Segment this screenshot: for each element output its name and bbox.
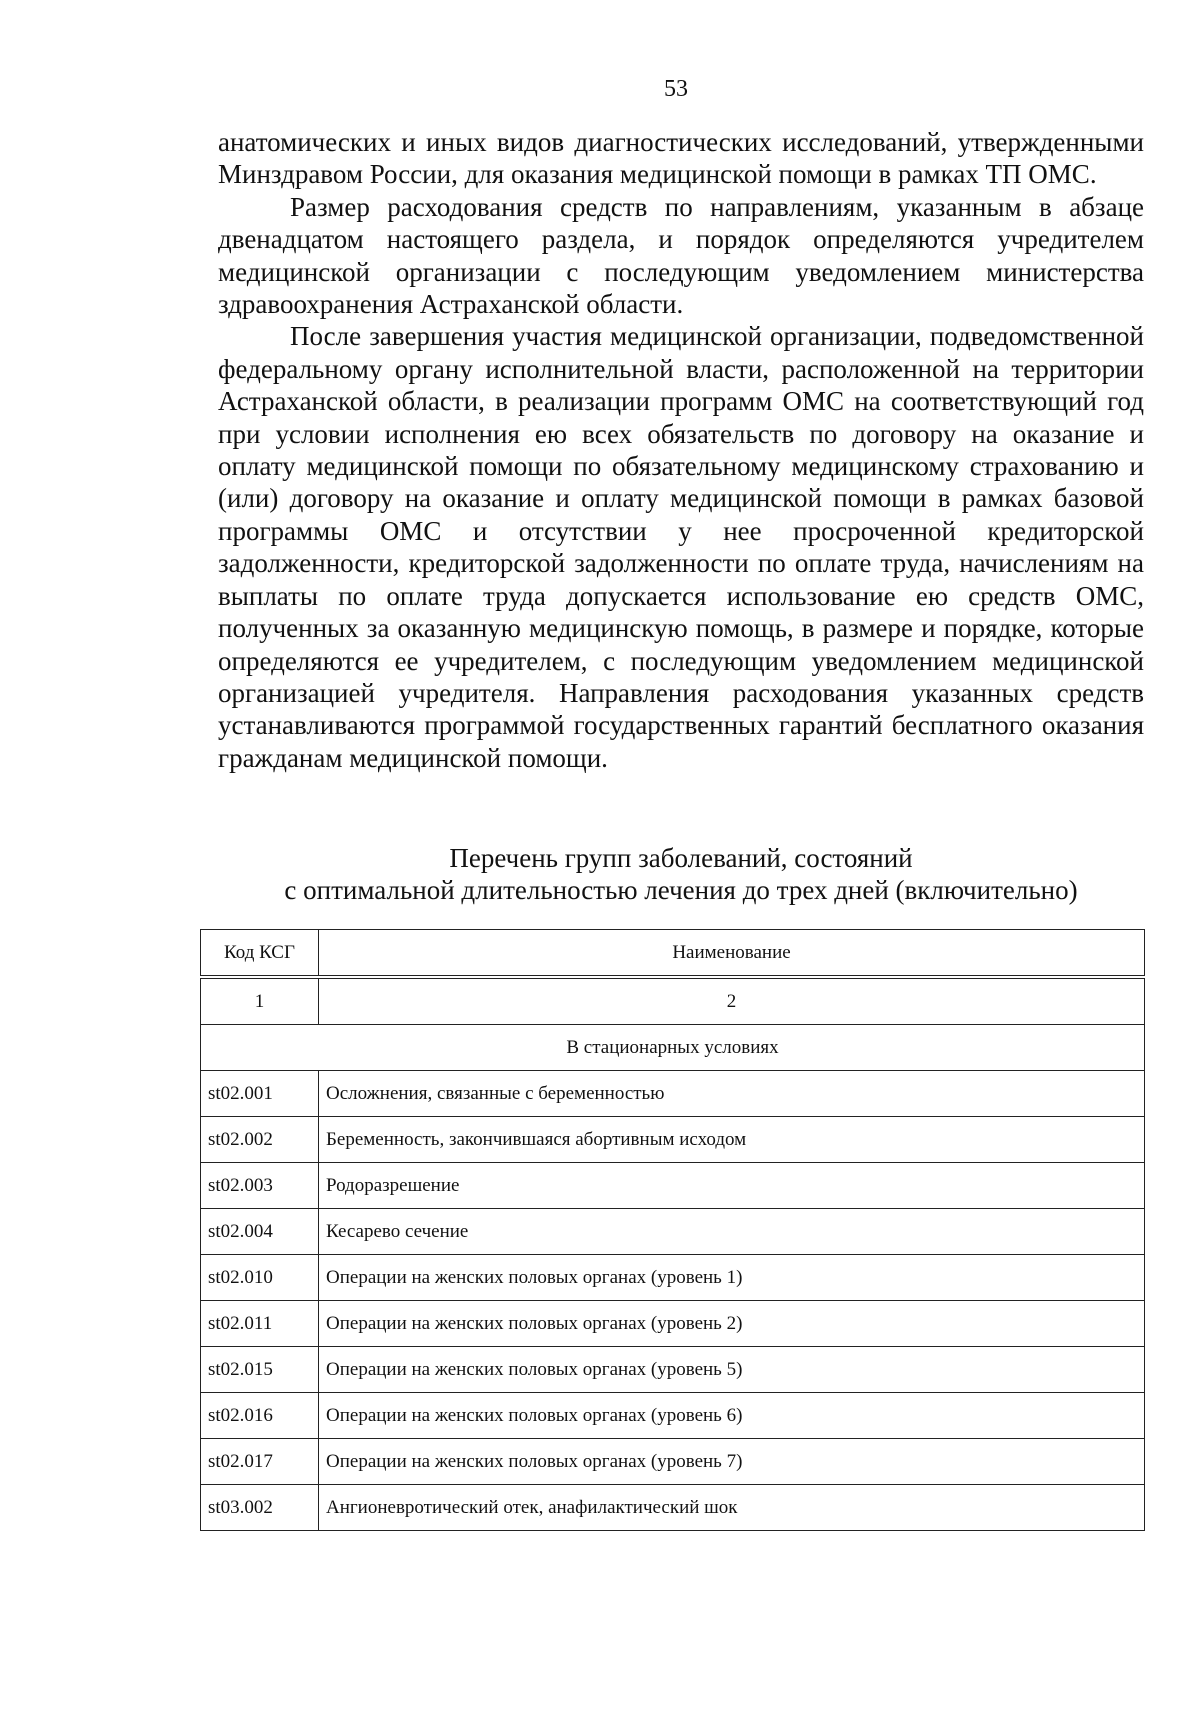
table-row [201, 1347, 1145, 1393]
paragraph-after-participation: После завершения участия медицинской организации, подведомственной федеральному органу исполнительной власти, расположенной на территории Астраханской области, в реализации программ ОМС на соответствующий год при условии исполнения ею всех обязательств по договору на оказание и оплату медицинской помощи по обязательному медицинскому страхованию и (или) договору на оказание и оплату медицинской помощи в рамках базовой программы ОМС и отсутствии у нее просроченной кредиторской задолженности, кредиторской задолженности по оплате труда, начислениям на выплаты по оплате труда допускается использование ею средств ОМС, полученных за оказанную медицинскую помощь, в размере и порядке, которые определяются ее учредителем, с последующим уведомлением медицинской организацией учредителя. Направления расходования указанных средств устанавливаются программой государственных гарантий бесплатного оказания гражданам медицинской помощи. [218, 321, 1144, 773]
paragraph-continuation: анатомических и иных видов диагностических исследований, утвержденными Минздравом России, для оказания медицинской помощи в рамках ТП ОМС. [218, 127, 1144, 190]
ksg-name-cell: Операции на женских половых органах (уровень 7) [319, 1439, 1145, 1485]
ksg-code-cell: st02.010 [201, 1255, 319, 1301]
ksg-name-cell: Операции на женских половых органах (уровень 1) [319, 1255, 1145, 1301]
ksg-name-cell: Операции на женских половых органах (уровень 6) [319, 1393, 1145, 1439]
page-number: 53 [664, 76, 688, 102]
table-row [201, 1485, 1145, 1531]
ksg-name-cell: Осложнения, связанные с беременностью [319, 1071, 1145, 1117]
table-row [201, 1209, 1145, 1255]
table-row [201, 1163, 1145, 1209]
table-row [201, 1439, 1145, 1485]
table-heading [218, 842, 1144, 906]
ksg-code-cell: st02.001 [201, 1071, 319, 1117]
table-row [201, 1255, 1145, 1301]
ksg-code-cell: st02.016 [201, 1393, 319, 1439]
column-number-2: 2 [319, 977, 1145, 1025]
table-heading-line-2: с оптимальной длительностью лечения до трех дней (включительно) [284, 875, 1078, 905]
table-body [201, 1025, 1145, 1531]
ksg-code-cell: st02.003 [201, 1163, 319, 1209]
column-number-row [201, 977, 1145, 1025]
ksg-code-cell: st02.004 [201, 1209, 319, 1255]
column-header-code: Код КСГ [201, 930, 319, 978]
body-text [218, 126, 1144, 774]
ksg-name-cell: Кесарево сечение [319, 1209, 1145, 1255]
ksg-name-cell: Операции на женских половых органах (уровень 2) [319, 1301, 1145, 1347]
table-heading-line-1: Перечень групп заболеваний, состояний [449, 843, 913, 873]
ksg-code-cell: st03.002 [201, 1485, 319, 1531]
ksg-name-cell: Ангионевротический отек, анафилактический шок [319, 1485, 1145, 1531]
column-number-1: 1 [201, 977, 319, 1025]
ksg-name-cell: Родоразрешение [319, 1163, 1145, 1209]
ksg-name-cell: Операции на женских половых органах (уровень 5) [319, 1347, 1145, 1393]
paragraph-expenditure-size: Размер расходования средств по направлениям, указанным в абзаце двенадцатом настоящего раздела, и порядок определяются учредителем медицинской организации с последующим уведомлением министерства здравоохранения Астраханской области. [218, 191, 1144, 320]
table-row [201, 1301, 1145, 1347]
ksg-code-cell: st02.017 [201, 1439, 319, 1485]
table-row [201, 1071, 1145, 1117]
table-row [201, 1393, 1145, 1439]
ksg-code-cell: st02.002 [201, 1117, 319, 1163]
table-row [201, 1117, 1145, 1163]
ksg-code-cell: st02.015 [201, 1347, 319, 1393]
table-header-row [201, 930, 1145, 978]
section-row [201, 1025, 1145, 1071]
ksg-table [200, 929, 1145, 1531]
section-title: В стационарных условиях [201, 1025, 1145, 1071]
column-header-name: Наименование [319, 930, 1145, 978]
ksg-name-cell: Беременность, закончившаяся абортивным исходом [319, 1117, 1145, 1163]
ksg-code-cell: st02.011 [201, 1301, 319, 1347]
